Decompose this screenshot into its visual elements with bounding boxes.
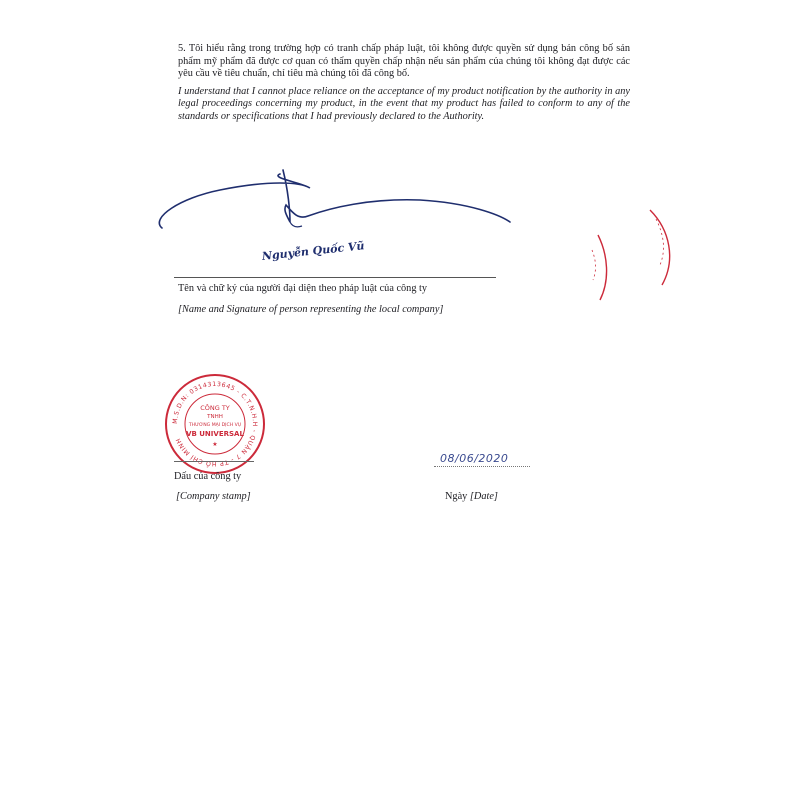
- stamp-line-2: TNHH: [207, 414, 223, 420]
- stamp-line: [174, 461, 254, 462]
- clause-text-vi: 5. Tôi hiểu rằng trong trường hợp có tranh chấp pháp luật, tôi không được quyền sử dụng bản công bố sản phẩm mỹ phẩm đã được cơ quan có thẩm quyền chấp nhận nếu sản phẩm của chúng tôi không đạt được các yêu cầu về tiêu chuẩn, chỉ tiêu mà chúng tôi đã công bố.: [178, 43, 630, 80]
- stamp-label-vi: Dấu của công ty: [174, 471, 242, 482]
- partial-seal-mark: [590, 205, 680, 315]
- declaration-clause: [178, 43, 630, 124]
- date-label: [445, 491, 498, 502]
- stamp-line-3: THƯƠNG MẠI DỊCH VỤ: [188, 423, 242, 428]
- date-value: 08/06/2020: [440, 452, 509, 465]
- signature-line: [174, 277, 496, 278]
- clause-text-en: I understand that I cannot place reliance on the acceptance of my product notification by the authority in any legal proceedings concerning my product, in the event that my product has failed to conform to any of the standards or specifications that I had previously declared to the Authority.: [178, 85, 630, 122]
- svg-text:★: ★: [212, 441, 218, 448]
- date-label-en: [Date]: [469, 491, 498, 502]
- date-line: [434, 466, 530, 467]
- signature-label-vi: Tên và chữ ký của người đại diện theo pháp luật của công ty: [178, 283, 428, 294]
- stamp-line-4: VB UNIVERSAL: [186, 430, 244, 438]
- stamp-ring-text: M.S.D.N: 0314313645 - C.T.N.H.H - QUẬN 7 - TP HỒ CHÍ MINH: [171, 380, 259, 468]
- signature-label-en: [Name and Signature of person representing the local company]: [178, 304, 444, 315]
- date-label-vi: Ngày: [445, 491, 468, 502]
- signer-name: Nguyễn Quốc Vũ: [261, 239, 366, 263]
- stamp-label-en: [Company stamp]: [176, 491, 251, 502]
- stamp-line-1: CÔNG TY: [200, 404, 230, 412]
